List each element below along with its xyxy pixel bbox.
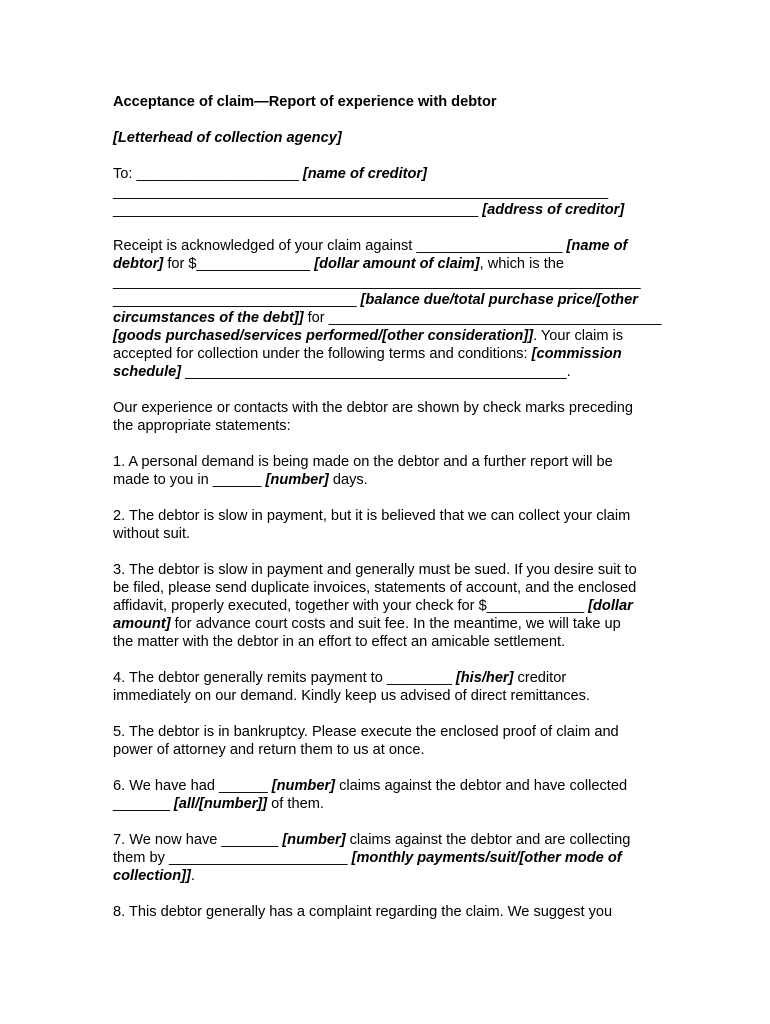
body-text: made to you in ______ <box>113 472 266 488</box>
body-text: without suit. <box>113 526 191 542</box>
paragraph <box>113 561 673 651</box>
body-text: power of attorney and return them to us at once. <box>113 742 425 758</box>
body-text: the appropriate statements: <box>113 418 291 434</box>
body-text: ______________________________ <box>113 292 361 308</box>
placeholder-field: [commission <box>531 346 622 362</box>
body-text: creditor <box>513 670 567 686</box>
paragraph <box>113 453 673 489</box>
spacer <box>113 813 673 831</box>
letterhead-placeholder: [Letterhead of collection agency] <box>113 130 342 146</box>
body-text: To: ____________________ <box>113 166 303 182</box>
spacer <box>113 543 673 561</box>
spacer <box>113 435 673 453</box>
body-text: for advance court costs and suit fee. In the meantime, we will take up <box>170 616 621 632</box>
body-text: 8. This debtor generally has a complaint regarding the claim. We suggest you <box>113 904 613 920</box>
body-text: 6. We have had ______ <box>113 778 272 794</box>
text-line <box>113 561 673 579</box>
text-line <box>113 291 673 309</box>
body-text: claims against the debtor and have collected <box>335 778 628 794</box>
placeholder-field: [all/[number]] <box>173 796 268 812</box>
text-line <box>113 687 673 705</box>
body-text: 2. The debtor is slow in payment, but it is believed that we can collect your claim <box>113 508 631 524</box>
text-line <box>113 417 673 435</box>
text-line <box>113 525 673 543</box>
body-text: . <box>190 868 195 884</box>
text-line <box>113 399 673 417</box>
paragraph <box>113 669 673 705</box>
paragraph <box>113 237 673 381</box>
text-line <box>113 777 673 795</box>
placeholder-field: [goods purchased/services performed/[other consideration]] <box>113 328 534 344</box>
body-text: _____________________________________________________________ <box>113 184 609 200</box>
placeholder-field: [number] <box>271 778 336 794</box>
placeholder-field: [address of creditor] <box>482 202 625 218</box>
addressee-line <box>113 165 673 183</box>
text-line <box>113 615 673 633</box>
text-line <box>113 345 673 363</box>
body-text: affidavit, properly executed, together with your check for $____________ <box>113 598 589 614</box>
addressee-line <box>113 183 673 201</box>
placeholder-field: [monthly payments/suit/[other mode of <box>351 850 622 866</box>
placeholder-field: [his/her] <box>455 670 514 686</box>
text-line <box>113 903 673 921</box>
spacer <box>113 705 673 723</box>
body-text: of them. <box>267 796 324 812</box>
body-text: Receipt is acknowledged of your claim against __________________ <box>113 238 567 254</box>
body-text: . Your claim is <box>533 328 624 344</box>
text-line <box>113 453 673 471</box>
placeholder-field: [number] <box>265 472 329 488</box>
text-line <box>113 255 673 273</box>
body-text: _______ <box>113 796 174 812</box>
body-text: them by ______________________ <box>113 850 352 866</box>
body-text: _________________________________________________________________ <box>113 274 641 290</box>
body-text: the matter with the debtor in an effort to effect an amicable settlement. <box>113 634 566 650</box>
text-line <box>113 741 673 759</box>
body-text: _____________________________________________ <box>113 202 483 218</box>
spacer <box>113 219 673 237</box>
body-text: claims against the debtor and are collecting <box>345 832 631 848</box>
placeholder-field: [name of creditor] <box>302 166 427 182</box>
body-text: for _________________________________________ <box>303 310 662 326</box>
document-page <box>113 93 673 921</box>
text-line <box>113 795 673 813</box>
spacer <box>113 381 673 399</box>
letter-body <box>113 219 673 921</box>
body-text: _______________________________________________. <box>181 364 571 380</box>
text-line <box>113 579 673 597</box>
body-text: 3. The debtor is slow in payment and generally must be sued. If you desire suit to <box>113 562 637 578</box>
body-text: accepted for collection under the following terms and conditions: <box>113 346 532 362</box>
text-line <box>113 633 673 651</box>
placeholder-field: circumstances of the debt]] <box>113 310 304 326</box>
spacer <box>113 885 673 903</box>
placeholder-field: [dollar <box>588 598 633 614</box>
spacer <box>113 489 673 507</box>
paragraph <box>113 831 673 885</box>
text-line <box>113 309 673 327</box>
spacer <box>113 651 673 669</box>
text-line <box>113 327 673 345</box>
text-line <box>113 237 673 255</box>
text-line <box>113 363 673 381</box>
document-title: Acceptance of claim—Report of experience with debtor <box>113 94 497 110</box>
body-text: 1. A personal demand is being made on the debtor and a further report will be <box>113 454 613 470</box>
text-line <box>113 867 673 885</box>
placeholder-field: collection]] <box>113 868 191 884</box>
text-line <box>113 597 673 615</box>
placeholder-field: amount] <box>113 616 171 632</box>
addressee-line <box>113 201 673 219</box>
body-text: be filed, please send duplicate invoices, statements of account, and the enclosed <box>113 580 637 596</box>
text-line <box>113 669 673 687</box>
paragraph <box>113 723 673 759</box>
placeholder-field: schedule] <box>113 364 182 380</box>
body-text: 5. The debtor is in bankruptcy. Please execute the enclosed proof of claim and <box>113 724 619 740</box>
text-line <box>113 849 673 867</box>
paragraph <box>113 507 673 543</box>
text-line <box>113 831 673 849</box>
body-text: days. <box>328 472 368 488</box>
spacer <box>113 759 673 777</box>
placeholder-field: debtor] <box>113 256 164 272</box>
body-text: , which is the <box>479 256 564 272</box>
body-text: Our experience or contacts with the debtor are shown by check marks preceding <box>113 400 633 416</box>
spacer <box>113 147 673 165</box>
placeholder-field: [dollar amount of claim] <box>314 256 480 272</box>
body-text: immediately on our demand. Kindly keep us advised of direct remittances. <box>113 688 590 704</box>
paragraph <box>113 399 673 435</box>
body-text: 4. The debtor generally remits payment to ________ <box>113 670 456 686</box>
text-line <box>113 723 673 741</box>
text-line <box>113 273 673 291</box>
body-text: for $______________ <box>163 256 315 272</box>
text-line <box>113 471 673 489</box>
paragraph <box>113 777 673 813</box>
addressee-block <box>113 165 673 219</box>
body-text: 7. We now have _______ <box>113 832 283 848</box>
spacer <box>113 111 673 129</box>
placeholder-field: [balance due/total purchase price/[other <box>360 292 638 308</box>
text-line <box>113 507 673 525</box>
placeholder-field: [name of <box>566 238 628 254</box>
placeholder-field: [number] <box>282 832 346 848</box>
paragraph <box>113 903 673 921</box>
